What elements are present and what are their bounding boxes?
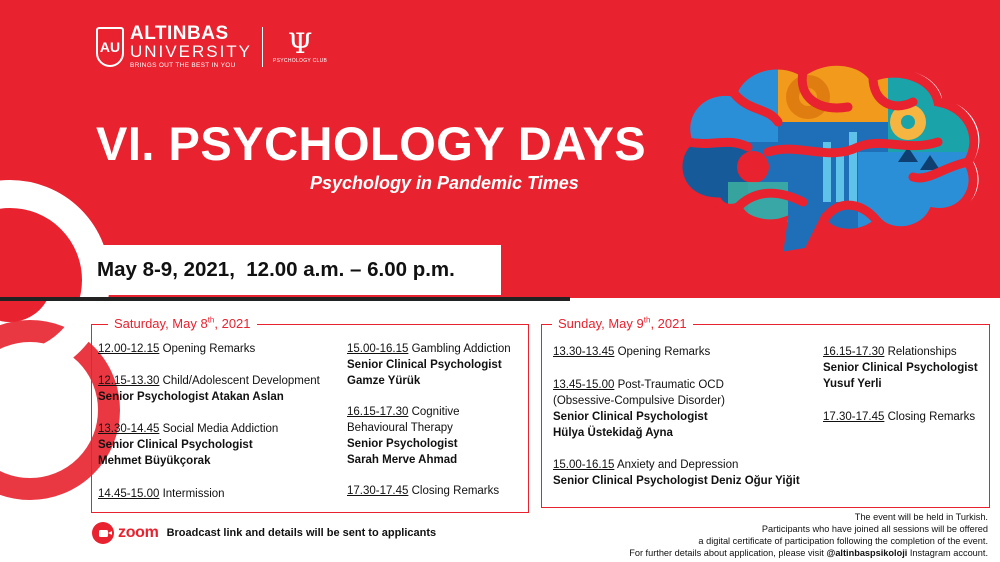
session-time: 16.15-17.30 xyxy=(823,346,885,358)
session-time: 17.30-17.45 xyxy=(823,411,885,423)
session-sun-4 xyxy=(823,344,978,392)
broadcast-info: Broadcast link and details will be sent to applicants xyxy=(166,527,437,539)
divider-line xyxy=(0,297,570,301)
event-subtitle: Psychology in Pandemic Times xyxy=(310,173,579,193)
session-title: Post-Traumatic OCD xyxy=(614,379,724,391)
session-speaker-name: Yusuf Yerli xyxy=(823,378,882,390)
session-title-cont: (Obsessive-Compulsive Disorder) xyxy=(553,395,725,407)
club-name: PSYCHOLOGY CLUB xyxy=(273,57,328,64)
saturday-label: Saturday, May 8th, 2021 xyxy=(108,316,257,331)
event-title: VI. PSYCHOLOGY DAYS xyxy=(96,117,647,170)
session-sat-1 xyxy=(98,341,255,357)
zoom-logo-text: zoom xyxy=(118,524,159,541)
session-speaker-name: Gamze Yürük xyxy=(347,375,421,387)
session-sat-6 xyxy=(347,404,460,468)
session-speaker-name: Mehmet Büyükçorak xyxy=(98,455,211,467)
note-certificate-1: Participants who have joined all sessions will be offered xyxy=(761,524,988,534)
note-language: The event will be held in Turkish. xyxy=(854,512,988,522)
session-title: Cognitive xyxy=(408,406,460,418)
session-speaker-role: Senior Clinical Psychologist xyxy=(823,362,978,374)
shield-icon: AU xyxy=(96,27,124,67)
event-date-time: May 8-9, 2021, 12.00 a.m. – 6.00 p.m. xyxy=(97,258,455,281)
session-sat-4 xyxy=(98,486,225,502)
session-title: Anxiety and Depression xyxy=(614,459,739,471)
zoom-notice xyxy=(92,522,436,544)
session-time: 13.30-13.45 xyxy=(553,346,615,358)
note-instagram: For further details about application, please visit @altinbaspsikoloji Instagram account. xyxy=(629,548,988,558)
university-tagline: BRINGS OUT THE BEST IN YOU xyxy=(130,62,236,69)
session-title: Relationships xyxy=(884,346,957,358)
psi-icon: Ψ xyxy=(287,26,313,60)
session-time: 13.45-15.00 xyxy=(553,379,615,391)
session-sun-3 xyxy=(553,457,800,489)
event-notes xyxy=(629,511,988,559)
video-camera-icon xyxy=(92,522,114,544)
instagram-handle[interactable]: @altinbaspsikoloji xyxy=(826,548,908,558)
date-banner xyxy=(86,245,501,295)
session-time: 17.30-17.45 xyxy=(347,485,409,497)
session-sat-3 xyxy=(98,421,278,469)
session-title: Closing Remarks xyxy=(408,485,500,497)
session-title: Child/Adolescent Development xyxy=(159,375,320,387)
session-title: Intermission xyxy=(159,488,225,500)
session-title: Opening Remarks xyxy=(614,346,711,358)
session-speaker: Senior Clinical Psychologist Deniz Oğur Yiğit xyxy=(553,475,800,487)
session-sun-5 xyxy=(823,409,975,425)
session-time: 16.15-17.30 xyxy=(347,406,409,418)
session-sat-2 xyxy=(98,373,320,405)
session-speaker-name: Hülya Üstekidağ Ayna xyxy=(553,427,673,439)
session-speaker-role: Senior Clinical Psychologist xyxy=(98,439,253,451)
session-title: Social Media Addiction xyxy=(159,423,279,435)
session-time: 12.15-13.30 xyxy=(98,375,160,387)
session-sat-7 xyxy=(347,483,499,499)
session-title: Opening Remarks xyxy=(159,343,256,355)
psychology-club-logo xyxy=(273,26,328,64)
note-certificate-2: a digital certificate of participation following the completion of the event. xyxy=(698,536,988,546)
sunday-label: Sunday, May 9th, 2021 xyxy=(552,316,693,331)
session-time: 12.00-12.15 xyxy=(98,343,160,355)
session-title: Closing Remarks xyxy=(884,411,976,423)
session-time: 14.45-15.00 xyxy=(98,488,160,500)
session-time: 15.00-16.15 xyxy=(347,343,409,355)
session-time: 13.30-14.45 xyxy=(98,423,160,435)
session-sat-5 xyxy=(347,341,511,389)
logo-separator xyxy=(262,27,263,67)
brain-illustration-icon xyxy=(658,52,998,270)
session-sun-2 xyxy=(553,377,725,441)
session-speaker-name: Sarah Merve Ahmad xyxy=(347,454,458,466)
session-title: Gambling Addiction xyxy=(408,343,511,355)
university-word: UNIVERSITY xyxy=(130,42,253,61)
session-speaker-role: Senior Clinical Psychologist xyxy=(347,359,502,371)
session-title-cont: Behavioural Therapy xyxy=(347,422,453,434)
university-logo xyxy=(96,24,327,70)
session-time: 15.00-16.15 xyxy=(553,459,615,471)
session-speaker-role: Senior Psychologist xyxy=(347,438,458,450)
session-sun-1 xyxy=(553,344,710,360)
session-speaker-role: Senior Clinical Psychologist xyxy=(553,411,708,423)
university-name: ALTINBAS xyxy=(130,23,229,44)
session-speaker: Senior Psychologist Atakan Aslan xyxy=(98,391,284,403)
